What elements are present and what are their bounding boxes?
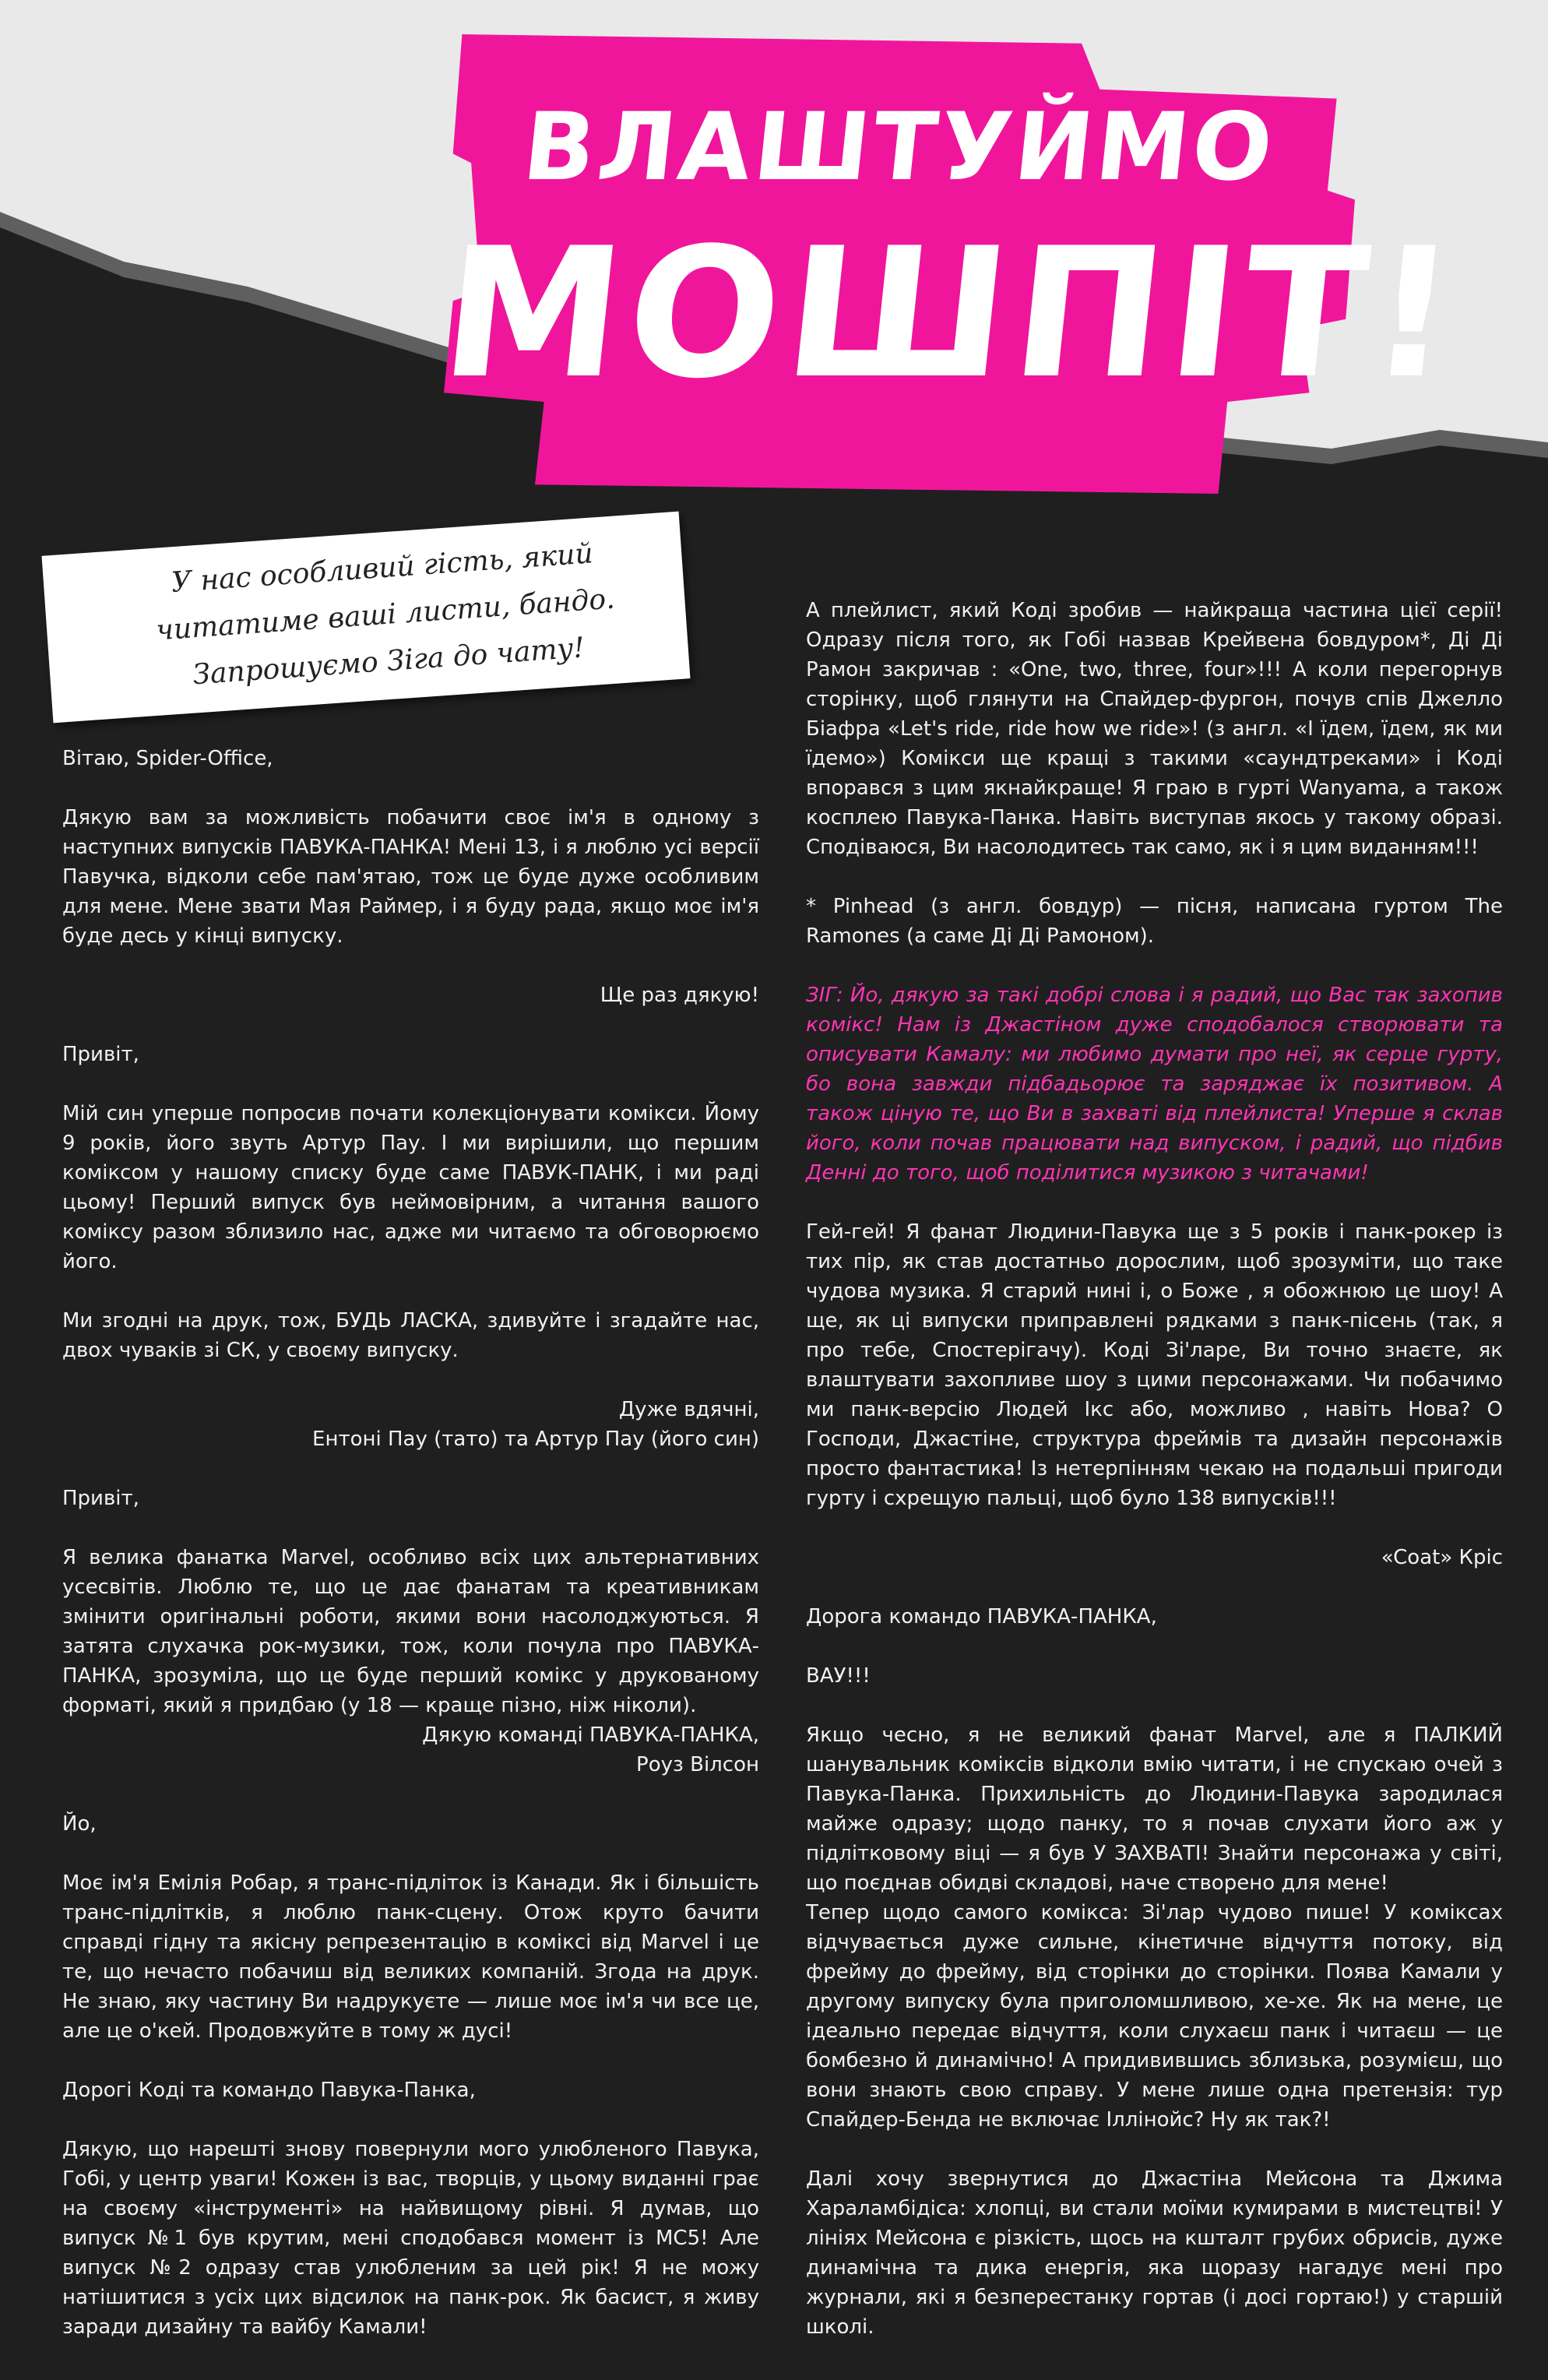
intro-note-line: читатиме ваші листи, бандо. bbox=[155, 583, 616, 647]
letter-greeting: Дорога командо ПАВУКА-ПАНКА, bbox=[806, 1605, 1157, 1628]
intro-note-line: Запрошуємо Зіга до чату! bbox=[192, 632, 586, 692]
letter-body: Далі хочу звернутися до Джастіна Мейсона та Джима Хараламбідіса: хлопці, ви стали моїми кумирами в мистецтві! У лініях Мейсона є різкість, щось на кшталт грубих обрисів, дуже динамічна та дика енергія, яка щоразу нагадує мені про журнали, які я безперестанку гортав (і досі гортаю!) у старшій школі. bbox=[806, 2167, 1503, 2339]
letter-body: А плейлист, який Коді зробив — найкраща частина цієї серії! Одразу після того, як Гобі назвав Крейвена бовдуром*, Ді Ді Рамон закричав : «One, two, three, four»!!! А коли перегорнув сторінку, щоб глянути на Спайдер-фургон, почув спів Джелло Біафра «Let's ride, ride how we ride»! (з англ. «І їдем, їдем, як ми їдемо») Комікси ще кращі з такими «саундтреками» і Коді впорався з цим якнайкраще! Я граю в гурті Wanyama, а також косплею Павука-Панка. Навіть виступав якось у такому образі. Сподіваюся, Ви насолодитесь так само, як і я цим виданням!!! bbox=[806, 599, 1503, 859]
letter-exclaim: ВАУ!!! bbox=[806, 1664, 871, 1688]
letter-signature: «Coat» Кріс bbox=[1381, 1546, 1503, 1569]
letter-body: Я велика фанатка Marvel, особливо всіх цих альтернативних усесвітів. Люблю те, що це дає фанатам та креативникам змінити оригінальні роботи, якими вони насолоджуються. Я затята слухачка рок-музики, тож, коли почула про ПАВУКА-ПАНКА, зрозуміла, що це буде перший комікс у друкованому форматі, який я придбаю (у 18 — краще пізно, ніж ніколи). bbox=[62, 1546, 759, 1717]
letter-body: Якщо чесно, я не великий фанат Marvel, але я ПАЛКИЙ шанувальник коміксів відколи вмію читати, і не спускаю очей з Павука-Панка. Прихильність до Людини-Павука зародилася майже одразу; щодо панку, то я почав слухати його аж у підлітковому віці — я був У ЗАХВАТІ! Знайти персонажа у світі, що поєднав обидві складові, наче створено для мене! bbox=[806, 1723, 1503, 1895]
letter-signoff: Дуже вдячні, bbox=[618, 1398, 759, 1421]
letter-body: Тепер щодо самого комікса: Зі'лар чудово пише! У коміксах відчувається дуже сильне, кінетичне відчуття потоку, від фрейму до фрейму, від сторінки до сторінки. Поява Камали у другому випуску була приголомшливою, хе-хе. Як на мене, це ідеально передає відчуття, коли слухаєш панк і читаєш — це бомбезно й динамічно! А придивившись зблизька, розумієш, що вони знають свою справу. У мене лише одна претензія: тур Спайдер-Бенда не включає Іллінойс? Ну як так?! bbox=[806, 1901, 1503, 2132]
page-title-line2: МОШПІТ! bbox=[432, 210, 1471, 418]
letter-body: Гей-гей! Я фанат Людини-Павука ще з 5 років і панк-рокер із тих пір, як став достатньо дорослим, щоб зрозуміти, що таке чудова музика. Я старий нині і, о Боже , я обожнюю це шоу! А ще, як ці випуски приправлені рядками з панк-пісень (так, я про тебе, Спостерігачу). Коді Зі'ларе, Ви точно знаєте, як влаштувати захопливе шоу з цими персонажами. Чи побачимо ми панк-версію Людей Ікс або, можливо , навіть Нова? О Господи, Джастіне, структура фреймів та дизайн персонажів просто фантастика! Із нетерпінням чекаю на подальші пригоди гурту і схрещую пальці, щоб було 138 випусків!!! bbox=[806, 1220, 1503, 1510]
letter-signature: Роуз Вілсон bbox=[636, 1753, 759, 1776]
letter-body: Ми згодні на друк, тож, БУДЬ ЛАСКА, здивуйте і згадайте нас, двох чуваків зі СК, у своєму випуску. bbox=[62, 1309, 759, 1362]
letter-greeting: Йо, bbox=[62, 1812, 97, 1836]
letter-body: Дякую вам за можливість побачити своє ім'я в одному з наступних випусків ПАВУКА-ПАНКА! Мені 13, і я люблю усі версії Павучка, відколи себе пам'ятаю, тож це буде дуже особливим для мене. Мене звати Мая Раймер, і я буду рада, якщо моє ім'я буде десь у кінці випуску. bbox=[62, 806, 759, 948]
letter-signoff: Дякую команді ПАВУКА-ПАНКА, bbox=[422, 1723, 759, 1747]
letter-greeting: Привіт, bbox=[62, 1043, 139, 1066]
letter-body: Мій син уперше попросив почати колекціонувати комікси. Йому 9 років, його звуть Артур Пау. І ми вирішили, що першим коміксом у нашому списку буде саме ПАВУК-ПАНК, і ми раді цьому! Перший випуск був неймовірним, а читання вашого коміксу разом зблизило нас, адже ми читаємо та обговорюємо його. bbox=[62, 1102, 759, 1273]
letter-greeting: Вітаю, Spider-Office, bbox=[62, 747, 273, 770]
letters-left-column bbox=[62, 744, 759, 2371]
letter-body: Моє ім'я Емілія Робар, я транс-підліток із Канади. Як і більшість транс-підлітків, я люблю панк-сцену. Отож круто бачити справді гідну та якісну репрезентацію в коміксі від Marvel і це те, що нечасто побачиш від великих компаній. Згода на друк. Не знаю, яку частину Ви надрукуєте — лише моє ім'я чи все це, але це о'кей. Продовжуйте в тому ж дусі! bbox=[62, 1871, 759, 2043]
letter-greeting: Привіт, bbox=[62, 1487, 139, 1510]
intro-note-line: У нас особливий гість, який bbox=[170, 537, 594, 600]
letter-signoff: Ще раз дякую! bbox=[600, 984, 759, 1007]
letter-body: Дякую, що нарешті знову повернули мого улюбленого Павука, Гобі, у центр уваги! Кожен із вас, творців, у цьому виданні грає на своєму «інструменті» на найвищому рівні. Я думав, що випуск №1 був крутим, мені сподобався момент із MC5! Але випуск №2 одразу став улюбленим за цей рік! Я не можу натішитися з усіх цих відсилок на панк-рок. Як басист, я живу заради дизайну та вайбу Камали! bbox=[62, 2138, 759, 2339]
editor-reply: ЗІГ: Йо, дякую за такі добрі слова і я радий, що Вас так захопив комікс! Нам із Джастіном дуже сподобалося створювати та описувати Камалу: ми любимо думати про неї, як серце гурту, бо вона завжди підбадьорює та заряджає їх позитивом. А також ціную те, що Ви в захваті від плейлиста! Уперше я склав його, коли почав працювати над випуском, і радий, що підбив Денні до того, щоб поділитися музикою з читачами! bbox=[806, 984, 1503, 1185]
letter-signature: Ентоні Пау (тато) та Артур Пау (його син) bbox=[312, 1428, 759, 1451]
footnote: * Pinhead (з англ. бовдур) — пісня, написана гуртом The Ramones (а саме Ді Ді Рамоном). bbox=[806, 895, 1503, 948]
letter-greeting: Дорогі Коді та командо Павука-Панка, bbox=[62, 2079, 476, 2102]
letters-right-column bbox=[806, 596, 1503, 2371]
page-title-line1: ВЛАШТУЙМО bbox=[518, 93, 1281, 202]
